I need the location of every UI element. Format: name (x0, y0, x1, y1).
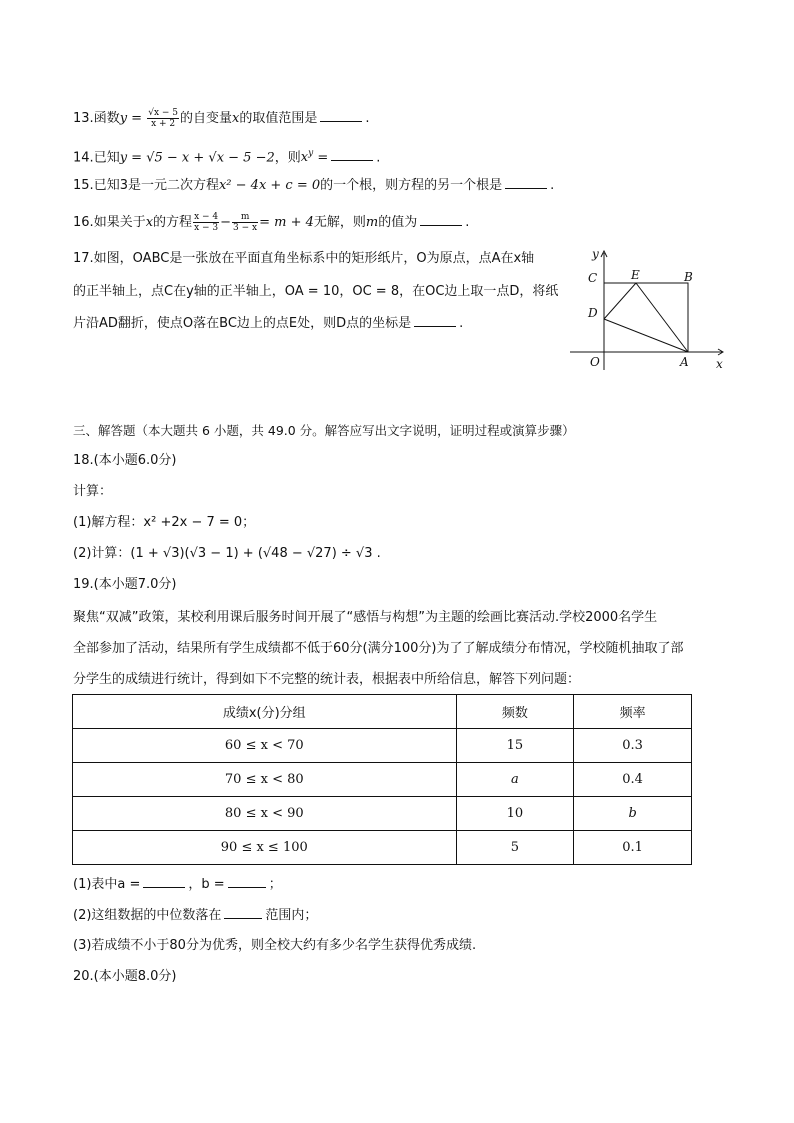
q16-mid: 的方程 (153, 215, 193, 230)
q17-figure (570, 245, 730, 375)
q16-f1-den: x − 3 (194, 223, 219, 233)
table-cell: 0.3 (574, 729, 692, 763)
label-x: x (716, 357, 723, 371)
q20-heading: 20.(本小题8.0分) (73, 969, 177, 984)
q14-text: 已知 (93, 150, 120, 166)
label-y: y (592, 247, 599, 261)
q15-number: 15. (73, 178, 94, 193)
q16-f1-num: x − 4 (194, 212, 219, 222)
q18-part-2: (2)计算：(1 + √3)(√3 − 1) + (√48 − √27) ÷ √3 . (73, 546, 381, 561)
q16-f2-den: 3 − x (233, 223, 258, 233)
score-table (72, 694, 692, 865)
q19-heading: 19.(本小题7.0分) (73, 577, 177, 592)
table-cell: 0.4 (574, 763, 692, 797)
label-o: O (590, 355, 600, 369)
q16-f2-num: m (232, 212, 258, 223)
q17-line-2: 的正半轴上，点C在y轴的正半轴上，OA = 10，OC = 8，在OC边上取一点D，将纸 (73, 284, 559, 299)
q16-m: m (365, 215, 379, 230)
q16-text: 如果关于 (93, 215, 146, 230)
q19-line-1: 聚焦“双减”政策，某校利用课后服务时间开展了“感悟与构想”为主题的绘画比赛活动.学校2000名学生 (73, 610, 658, 625)
label-b: B (684, 270, 693, 284)
section-3-heading: 三、解答题（本大题共 6 小题，共 49.0 分。解答应写出文字说明，证明过程或演算步骤） (73, 423, 575, 438)
table-header: 频率 (574, 695, 692, 729)
q16-x: x (145, 215, 154, 230)
table-cell: 90 ≤ x ≤ 100 (73, 831, 457, 865)
q16-post: 无解，则 (313, 215, 366, 230)
question-13 (73, 108, 370, 129)
q13-number: 13. (73, 111, 94, 126)
q18-calc-label: 计算： (73, 484, 113, 499)
q14-blank (331, 148, 373, 161)
rectangle-oabc (604, 283, 688, 352)
q19-sub-1 (73, 875, 282, 894)
q13-end: . (365, 111, 370, 126)
q19-line-3: 分学生的成绩进行统计，得到如下不完整的统计表，根据表中所给信息，解答下列问题： (73, 672, 581, 687)
q18-part-1: (1)解方程：x² +2x − 7 = 0； (73, 515, 256, 530)
q13-frac-num: √x − 5 (148, 108, 179, 118)
table-cell: b (574, 797, 692, 831)
q14-pow-base: x (300, 150, 309, 166)
q17-line-1: 17.如图，OABC是一张放在平面直角坐标系中的矩形纸片，O为原点，点A在x轴 (73, 251, 535, 266)
table-cell: 0.1 (574, 831, 692, 865)
q15-text: 已知3是一元二次方程 (93, 178, 219, 193)
q14-pow-exp: y (308, 149, 314, 159)
table-cell: 5 (456, 831, 574, 865)
table-cell: 80 ≤ x < 90 (73, 797, 457, 831)
table-cell: 15 (456, 729, 574, 763)
table-row (73, 763, 692, 797)
table-cell: 60 ≤ x < 70 (73, 729, 457, 763)
q14-end: . (376, 150, 381, 166)
table-row (73, 729, 692, 763)
q16-blank (420, 213, 462, 226)
q16-fraction-2 (232, 212, 258, 233)
q19-blank-median (224, 906, 262, 919)
q13-blank (320, 109, 362, 122)
q16-number: 16. (73, 215, 94, 230)
q14-number: 14. (73, 150, 94, 166)
table-cell: 70 ≤ x < 80 (73, 763, 457, 797)
q19-sub-3: (3)若成绩不小于80分为优秀，则全校大约有多少名学生获得优秀成绩. (73, 938, 477, 953)
question-14 (73, 145, 380, 167)
q13-frac-den: x + 2 (151, 119, 176, 129)
q15-blank (505, 176, 547, 189)
q13-post: 的取值范围是 (239, 111, 318, 126)
label-a: A (680, 355, 689, 369)
q13-y: y = (119, 111, 143, 126)
segment-de (604, 283, 636, 319)
q19-s2-a: (2)这组数据的中位数落在 (73, 908, 222, 923)
table-row (73, 797, 692, 831)
q19-s1-b: ，b = (188, 877, 225, 892)
q19-blank-b (228, 875, 266, 888)
q19-sub-2 (73, 906, 317, 925)
q15-post: 的一个根，则方程的另一个根是 (320, 178, 503, 193)
q16-minus: − (220, 215, 232, 230)
question-16 (73, 212, 469, 233)
table-row (73, 831, 692, 865)
label-c: C (588, 271, 598, 285)
table-cell: 10 (456, 797, 574, 831)
table-cell: a (456, 763, 574, 797)
q13-mid: 的自变量 (180, 111, 233, 126)
q13-x: x (232, 111, 240, 126)
q19-blank-a (143, 875, 185, 888)
q17-blank (414, 314, 456, 327)
q14-eq: = (313, 150, 329, 166)
q14-mid: ，则 (274, 150, 301, 166)
table-header: 成绩x(分)分组 (73, 695, 457, 729)
question-15 (73, 176, 554, 195)
q19-s2-b: 范围内； (265, 908, 318, 923)
q18-heading: 18.(本小题6.0分) (73, 453, 177, 468)
q13-fraction (147, 108, 179, 129)
q16-rhs: = m + 4 (259, 215, 314, 230)
q16-end: . (465, 215, 470, 230)
q17-line-3 (73, 314, 463, 333)
q17-line-3-text: 片沿AD翻折，使点O落在BC边上的点E处，则D点的坐标是 (73, 316, 412, 331)
table-header-row (73, 695, 692, 729)
q19-s1-c: ； (268, 877, 282, 892)
label-d: D (588, 306, 598, 320)
q14-expr: y = √5 − x + √x − 5 −2 (119, 150, 275, 166)
q19-s1-a: (1)表中a = (73, 877, 141, 892)
q14-power (301, 150, 313, 165)
q15-equation: x² − 4x + c = 0 (218, 178, 321, 193)
q15-end: . (550, 178, 555, 193)
table-header: 频数 (456, 695, 574, 729)
label-e: E (631, 268, 640, 282)
q19-line-2: 全部参加了活动，结果所有学生成绩都不低于60分(满分100分)为了了解成绩分布情况，学校随机抽取了部 (73, 641, 684, 656)
q13-text: 函数 (93, 111, 120, 126)
q17-end: . (459, 316, 464, 331)
q16-post2: 的值为 (378, 215, 418, 230)
q16-fraction-1 (193, 212, 219, 233)
